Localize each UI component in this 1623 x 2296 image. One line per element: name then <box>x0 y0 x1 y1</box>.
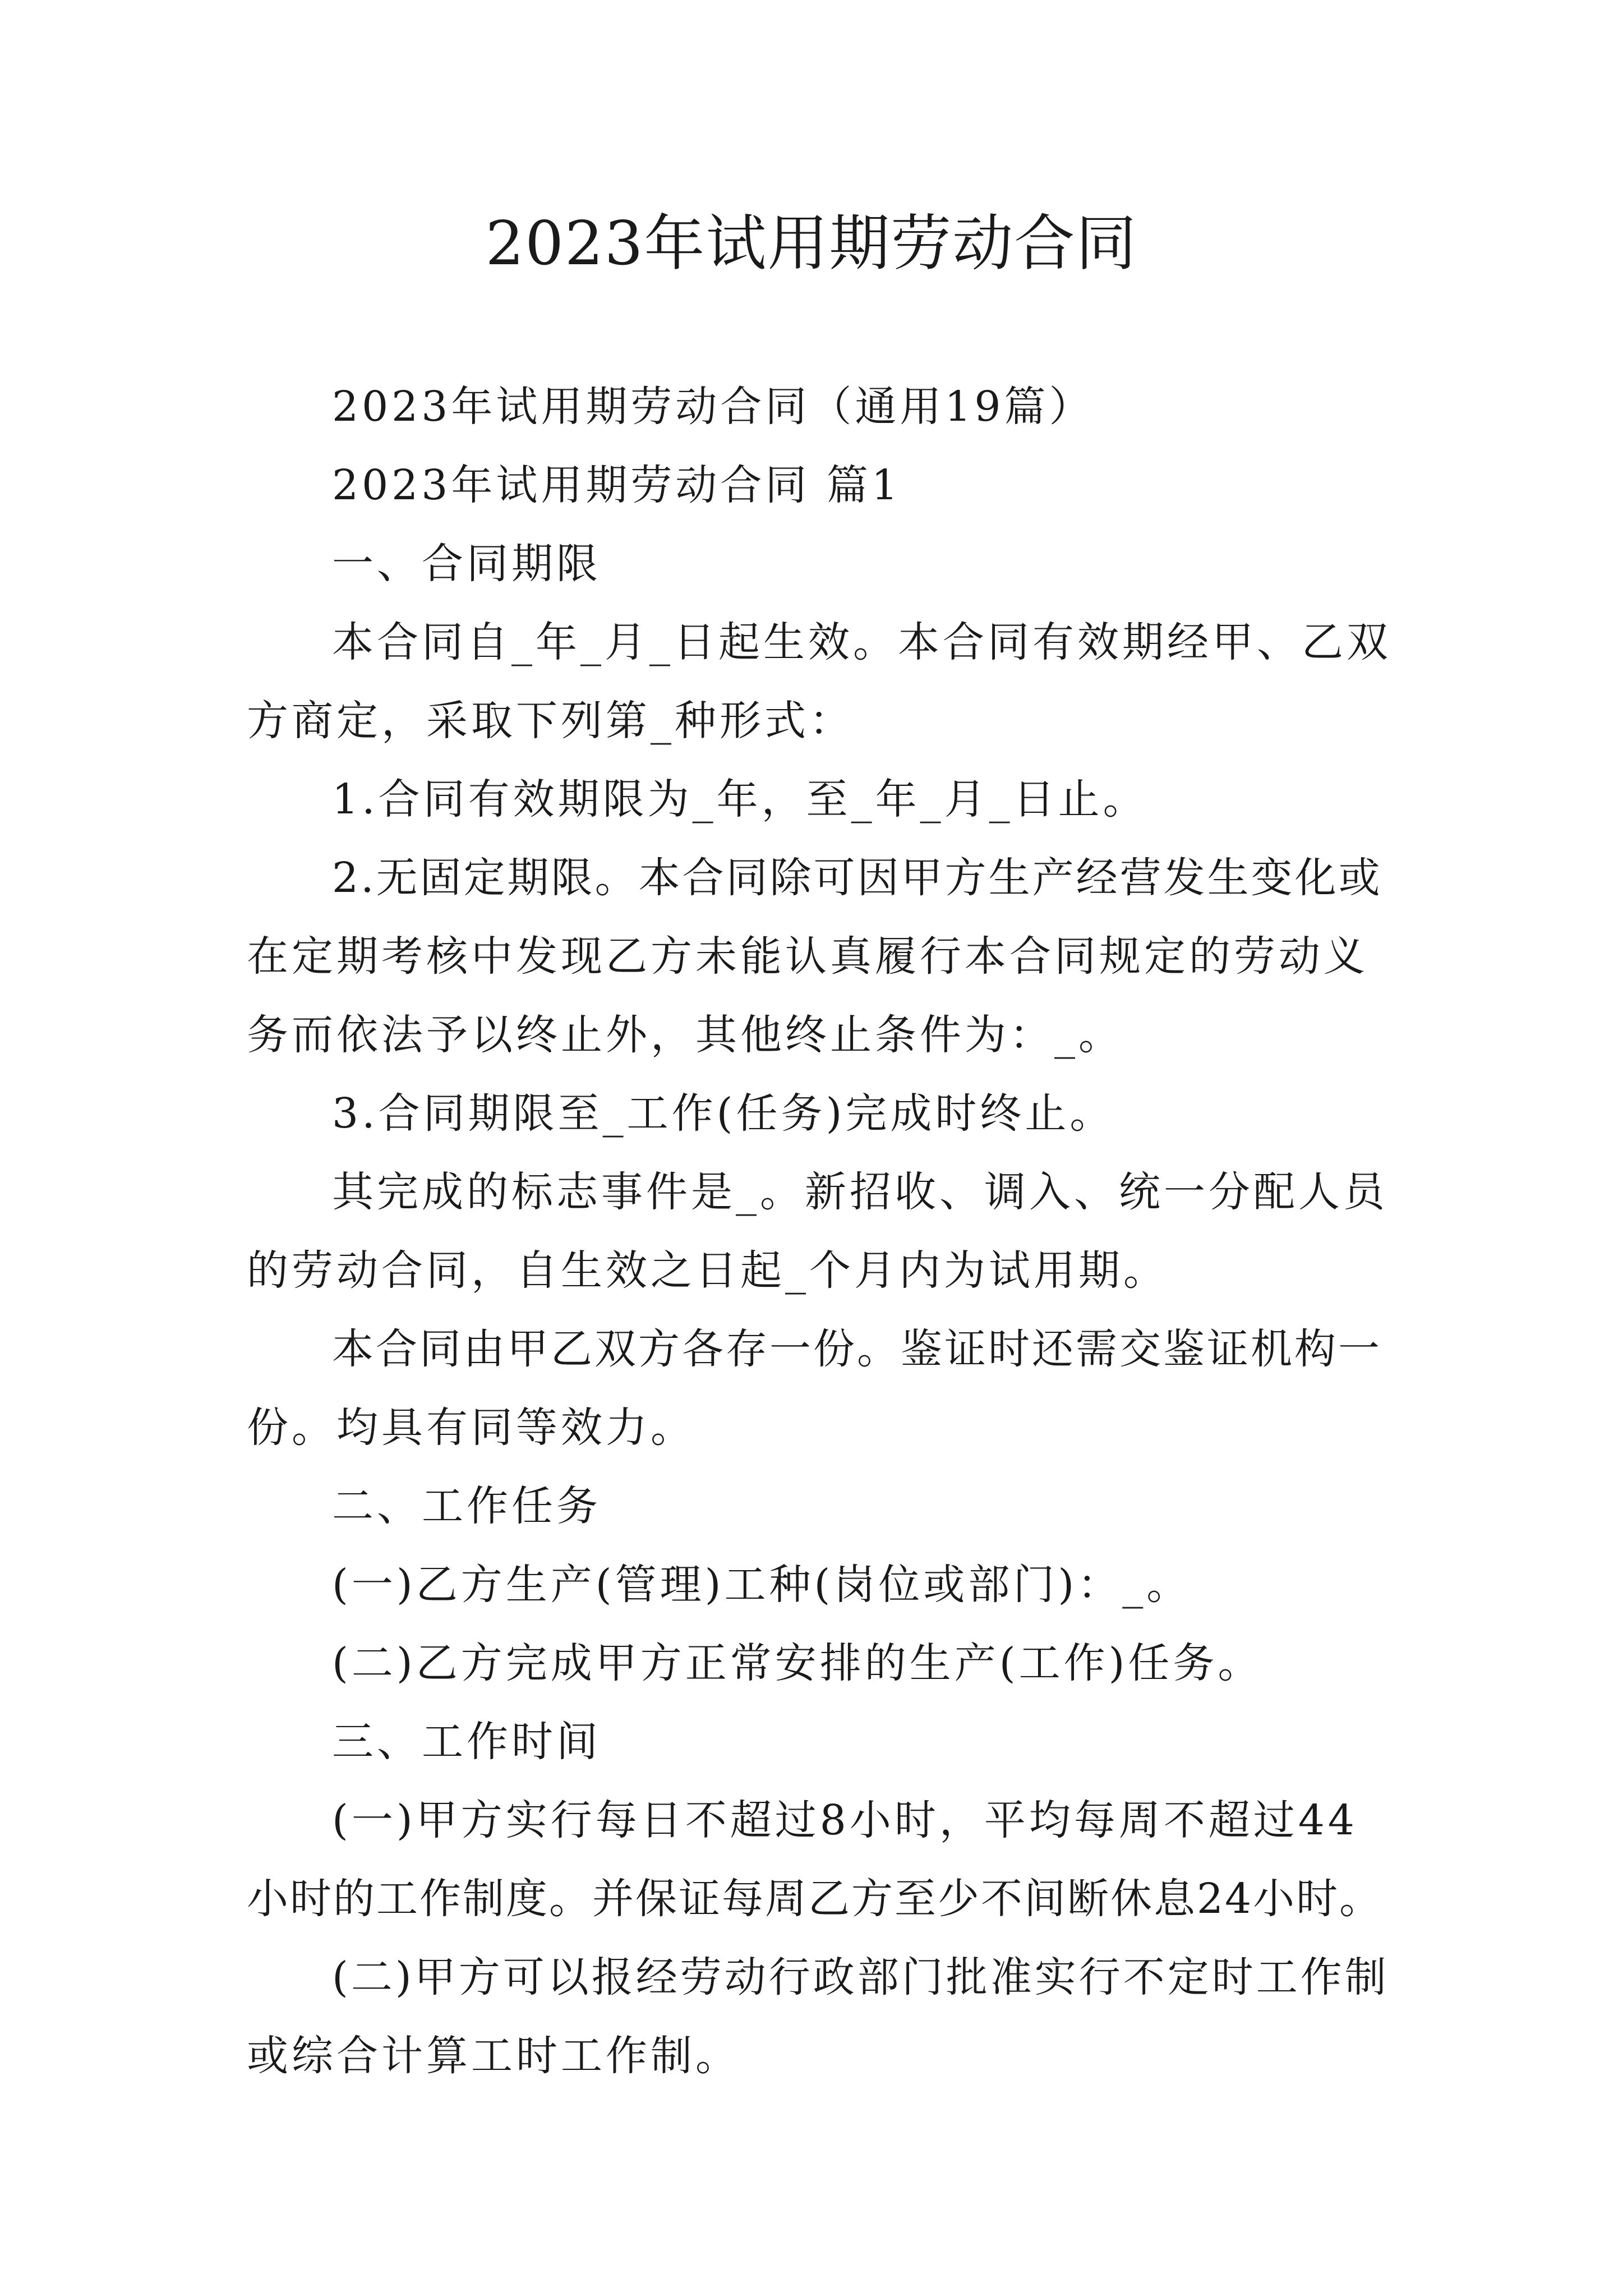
text-line: 或综合计算工时工作制。 <box>247 2032 740 2080</box>
text-line: 3.合同期限至_工作(任务)完成时终止。 <box>332 1089 1115 1138</box>
text-line: 在定期考核中发现乙方未能认真履行本合同规定的劳动义 <box>247 932 1368 981</box>
text-line: 务而依法予以终止外，其他终止条件为：_。 <box>247 1011 1123 1059</box>
text-line: (二)乙方完成甲方正常安排的生产(工作)任务。 <box>332 1639 1263 1687</box>
document-title: 2023年试用期劳动合同 <box>485 209 1138 279</box>
text-line: (二)甲方可以报经劳动行政部门批准实行不定时工作制 <box>332 1953 1389 2001</box>
text-line: 小时的工作制度。并保证每周乙方至少不间断休息24小时。 <box>247 1875 1383 1923</box>
text-line: 方商定，采取下列第_种形式： <box>247 697 854 745</box>
text-line: 1.合同有效期限为_年，至_年_月_日止。 <box>332 775 1148 823</box>
document-body <box>247 367 1393 2095</box>
text-line: (一)甲方实行每日不超过8小时，平均每周不超过44 <box>332 1796 1358 1844</box>
text-line: 其完成的标志事件是_。新招收、调入、统一分配人员 <box>332 1168 1388 1216</box>
text-line: 二、工作任务 <box>332 1482 601 1530</box>
text-line: 2.无固定期限。本合同除可因甲方生产经营发生变化或 <box>332 854 1382 902</box>
text-line: (一)乙方生产(管理)工种(岗位或部门)：_。 <box>332 1561 1192 1609</box>
text-line: 2023年试用期劳动合同（通用19篇） <box>332 383 1094 431</box>
text-line: 一、合同期限 <box>332 540 601 588</box>
text-line: 份。均具有同等效力。 <box>247 1404 695 1452</box>
text-line: 的劳动合同，自生效之日起_个月内为试用期。 <box>247 1246 1168 1295</box>
text-line: 三、工作时间 <box>332 1718 601 1766</box>
text-line: 本合同由甲乙双方各存一份。鉴证时还需交鉴证机构一 <box>332 1325 1382 1373</box>
text-line: 2023年试用期劳动合同 篇1 <box>332 461 901 509</box>
text-line: 本合同自_年_月_日起生效。本合同有效期经甲、乙双 <box>332 618 1391 666</box>
